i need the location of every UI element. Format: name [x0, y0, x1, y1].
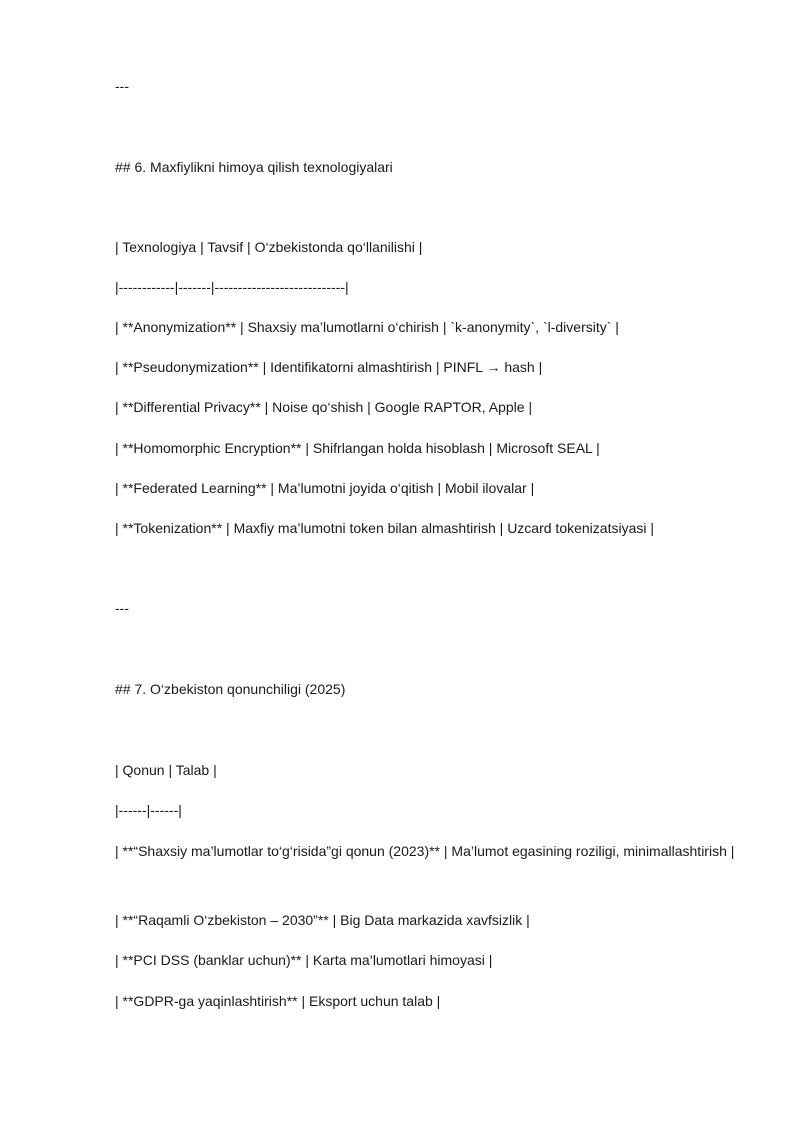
table-row: | **“Shaxsiy ma’lumotlar to‘g‘risida”gi qonun (2023)** | Ma’lumot egasining roziligi, minimallashtirish | — [115, 843, 735, 859]
table-row: | **PCI DSS (banklar uchun)** | Karta ma’lumotlari himoyasi | — [115, 952, 493, 968]
table-row: | **Pseudonymization** | Identifikatorni almashtirish | PINFL → hash | — [115, 359, 543, 375]
horizontal-rule-marker: --- — [115, 600, 129, 616]
table-row: | **Homomorphic Encryption** | Shifrlangan holda hisoblash | Microsoft SEAL | — [115, 440, 600, 456]
horizontal-rule-marker: --- — [115, 78, 129, 94]
table-row: | **GDPR-ga yaqinlashtirish** | Eksport uchun talab | — [115, 993, 441, 1009]
table-header-row: | Qonun | Talab | — [115, 762, 217, 778]
table-separator-row: |------|------| — [115, 802, 182, 818]
table-separator-row: |------------|-------|----------------------------| — [115, 279, 349, 295]
table-header-row: | Texnologiya | Tavsif | O‘zbekistonda qo‘llanilishi | — [115, 239, 423, 255]
table-row: | **“Raqamli O‘zbekiston – 2030”** | Big Data markazida xavfsizlik | — [115, 912, 530, 928]
table-row: | **Differential Privacy** | Noise qo‘shish | Google RAPTOR, Apple | — [115, 399, 533, 415]
section-heading-7: ## 7. O‘zbekiston qonunchiligi (2025) — [115, 681, 346, 697]
table-row: | **Anonymization** | Shaxsiy ma’lumotlarni o‘chirish | `k-anonymity`, `l-diversity` | — [115, 319, 619, 335]
section-heading-6: ## 6. Maxfiylikni himoya qilish texnologiyalari — [115, 159, 393, 175]
table-row: | **Federated Learning** | Ma’lumotni joyida o‘qitish | Mobil ilovalar | — [115, 480, 535, 496]
table-row: | **Tokenization** | Maxfiy ma’lumotni token bilan almashtirish | Uzcard tokenizatsiyasi | — [115, 520, 654, 536]
